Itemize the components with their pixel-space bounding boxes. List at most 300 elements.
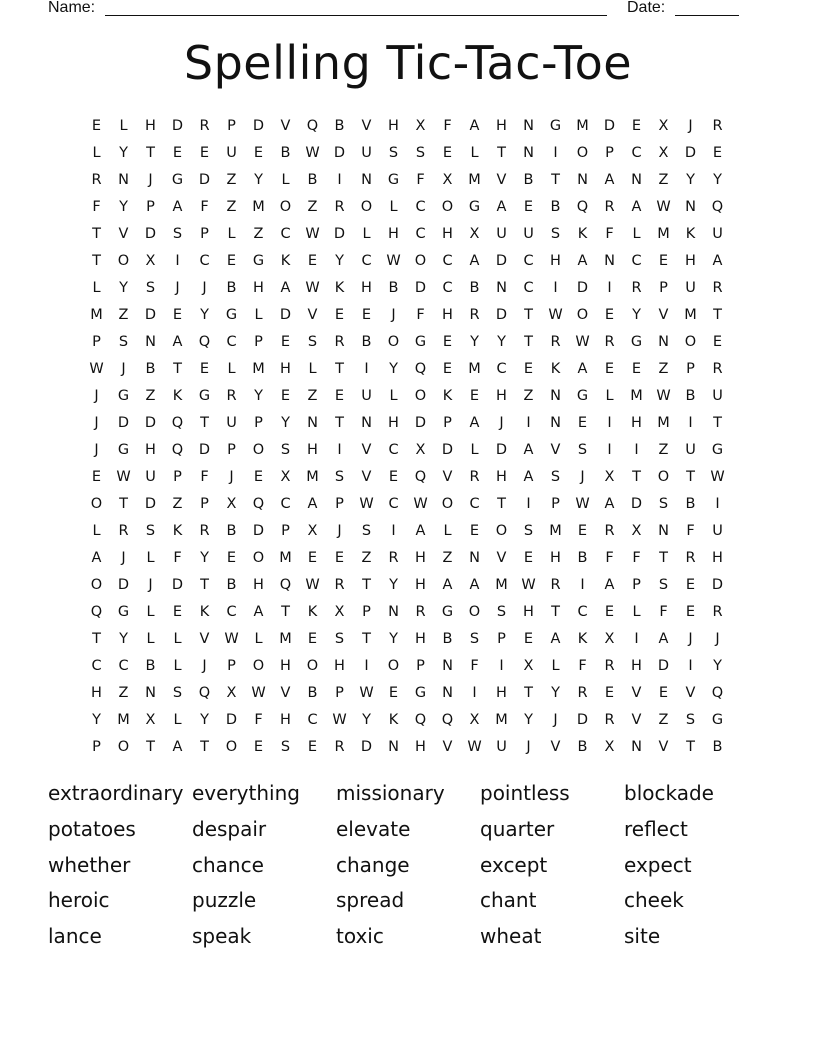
grid-letter: H	[280, 711, 291, 728]
grid-letter: P	[146, 198, 155, 215]
grid-letter: R	[199, 117, 210, 134]
grid-letter: E	[253, 468, 264, 485]
grid-letter: A	[604, 576, 615, 593]
grid-letter: N	[658, 333, 669, 350]
grid-letter: T	[281, 603, 290, 620]
grid-letter: P	[335, 684, 344, 701]
grid-letter: N	[442, 657, 453, 674]
grid-letter: P	[200, 225, 209, 242]
grid-letter: P	[227, 117, 236, 134]
grid-letter: L	[119, 117, 128, 134]
grid-letter: E	[442, 360, 453, 377]
grid-letter: T	[497, 144, 506, 161]
grid-letter: E	[334, 306, 345, 323]
grid-letter: D	[117, 414, 130, 431]
grid-letter: X	[469, 711, 480, 728]
grid-letter: J	[391, 306, 396, 323]
word-bank-item: chance	[192, 852, 264, 877]
grid-letter: P	[443, 414, 452, 431]
grid-letter: C	[280, 225, 291, 242]
grid-letter: R	[712, 603, 723, 620]
grid-letter: I	[337, 441, 342, 458]
grid-letter: Y	[200, 711, 209, 728]
grid-letter: M	[468, 360, 481, 377]
grid-letter: E	[280, 333, 291, 350]
grid-letter: P	[227, 441, 236, 458]
grid-letter: S	[307, 333, 318, 350]
grid-letter: U	[685, 279, 696, 296]
grid-letter: P	[362, 603, 371, 620]
grid-letter: H	[91, 684, 102, 701]
grid-letter: S	[388, 144, 399, 161]
grid-letter: G	[198, 387, 211, 404]
grid-letter: R	[604, 711, 615, 728]
grid-letter: P	[92, 738, 101, 755]
grid-letter: H	[145, 441, 156, 458]
grid-letter: P	[281, 522, 290, 539]
grid-letter: D	[711, 576, 724, 593]
grid-letter: P	[551, 495, 560, 512]
grid-letter: J	[499, 414, 504, 431]
grid-letter: R	[577, 684, 588, 701]
grid-letter: I	[634, 441, 639, 458]
word-bank-item: everything	[192, 781, 300, 805]
grid-letter: Y	[119, 198, 128, 215]
grid-letter: E	[604, 306, 615, 323]
grid-letter: E	[577, 522, 588, 539]
grid-letter: L	[173, 630, 182, 647]
grid-letter: S	[415, 144, 426, 161]
grid-letter: F	[659, 603, 668, 620]
grid-letter: J	[337, 522, 342, 539]
grid-letter: X	[226, 495, 237, 512]
grid-letter: D	[495, 252, 508, 269]
grid-letter: S	[334, 468, 345, 485]
grid-letter: V	[631, 711, 642, 728]
grid-letter: G	[225, 306, 238, 323]
grid-letter: I	[553, 144, 558, 161]
grid-letter: O	[576, 144, 589, 161]
page-title: Spelling Tic-Tac-Toe	[183, 36, 633, 90]
grid-letter: L	[92, 144, 101, 161]
grid-letter: D	[117, 576, 130, 593]
grid-letter: Y	[92, 711, 101, 728]
grid-letter: P	[92, 333, 101, 350]
grid-letter: K	[280, 252, 291, 269]
grid-letter: B	[685, 387, 696, 404]
grid-letter: V	[307, 306, 318, 323]
grid-letter: Y	[470, 333, 479, 350]
grid-letter: E	[172, 306, 183, 323]
grid-letter: W	[575, 333, 590, 350]
grid-letter: E	[523, 630, 534, 647]
grid-letter: X	[415, 441, 426, 458]
grid-letter: V	[199, 630, 210, 647]
grid-letter: U	[496, 225, 507, 242]
grid-letter: V	[280, 117, 291, 134]
grid-letter: L	[173, 711, 182, 728]
grid-letter: E	[307, 549, 318, 566]
grid-letter: U	[712, 387, 723, 404]
grid-letter: V	[442, 738, 453, 755]
grid-letter: O	[90, 495, 103, 512]
grid-letter: A	[523, 441, 534, 458]
grid-letter: U	[361, 144, 372, 161]
grid-letter: L	[632, 603, 641, 620]
grid-letter: N	[361, 414, 372, 431]
grid-letter: V	[550, 738, 561, 755]
grid-letter: D	[252, 522, 265, 539]
grid-letter: A	[496, 198, 507, 215]
grid-letter: L	[146, 603, 155, 620]
grid-letter: E	[172, 603, 183, 620]
grid-letter: E	[577, 414, 588, 431]
grid-letter: K	[334, 279, 345, 296]
grid-letter: U	[226, 414, 237, 431]
grid-letter: R	[604, 333, 615, 350]
grid-letter: A	[577, 252, 588, 269]
grid-letter: Z	[118, 306, 129, 323]
grid-letter: W	[548, 306, 563, 323]
grid-letter: W	[467, 738, 482, 755]
grid-letter: C	[388, 441, 399, 458]
grid-letter: R	[604, 522, 615, 539]
grid-letter: K	[199, 603, 210, 620]
grid-letter: K	[577, 225, 588, 242]
grid-letter: J	[553, 711, 558, 728]
grid-letter: X	[226, 684, 237, 701]
word-bank-item: pointless	[480, 781, 570, 805]
grid-letter: H	[280, 657, 291, 674]
grid-letter: Z	[361, 549, 372, 566]
grid-letter: T	[497, 495, 506, 512]
grid-letter: T	[524, 306, 533, 323]
grid-letter: Q	[171, 441, 184, 458]
grid-letter: B	[442, 630, 453, 647]
grid-letter: P	[632, 576, 641, 593]
grid-letter: E	[685, 576, 696, 593]
grid-letter: E	[199, 360, 210, 377]
grid-letter: E	[307, 630, 318, 647]
grid-letter: I	[337, 171, 342, 188]
grid-letter: G	[630, 333, 643, 350]
grid-letter: J	[148, 171, 153, 188]
grid-letter: P	[227, 657, 236, 674]
grid-letter: G	[441, 603, 454, 620]
grid-letter: H	[307, 441, 318, 458]
grid-letter: C	[415, 198, 426, 215]
grid-letter: T	[173, 360, 182, 377]
grid-letter: X	[658, 144, 669, 161]
grid-letter: L	[308, 360, 317, 377]
grid-letter: L	[551, 657, 560, 674]
grid-letter: E	[658, 252, 669, 269]
grid-letter: H	[523, 603, 534, 620]
grid-letter: D	[333, 225, 346, 242]
grid-letter: G	[171, 171, 184, 188]
grid-letter: N	[550, 387, 561, 404]
grid-letter: R	[415, 603, 426, 620]
grid-letter: A	[172, 198, 183, 215]
grid-letter: S	[280, 738, 291, 755]
grid-letter: K	[172, 522, 183, 539]
grid-letter: T	[551, 171, 560, 188]
grid-letter: W	[305, 225, 320, 242]
grid-letter: R	[550, 333, 561, 350]
grid-letter: N	[685, 198, 696, 215]
grid-letter: T	[713, 414, 722, 431]
grid-letter: F	[578, 657, 587, 674]
grid-letter: B	[550, 198, 561, 215]
grid-letter: D	[576, 711, 589, 728]
grid-letter: M	[576, 117, 589, 134]
grid-letter: L	[146, 549, 155, 566]
grid-letter: L	[362, 225, 371, 242]
grid-letter: Y	[254, 171, 263, 188]
grid-letter: I	[472, 684, 477, 701]
grid-letter: O	[279, 198, 292, 215]
grid-letter: A	[442, 576, 453, 593]
grid-letter: D	[171, 117, 184, 134]
grid-letter: R	[334, 198, 345, 215]
grid-letter: Q	[576, 198, 589, 215]
grid-letter: E	[469, 387, 480, 404]
grid-letter: Y	[713, 657, 722, 674]
grid-letter: W	[521, 576, 536, 593]
grid-letter: R	[334, 333, 345, 350]
grid-letter: P	[335, 495, 344, 512]
grid-letter: B	[226, 279, 237, 296]
grid-letter: L	[281, 171, 290, 188]
grid-letter: H	[496, 117, 507, 134]
grid-letter: F	[605, 549, 614, 566]
grid-letter: K	[685, 225, 696, 242]
grid-letter: U	[145, 468, 156, 485]
grid-letter: Q	[441, 711, 454, 728]
grid-letter: Z	[523, 387, 534, 404]
grid-letter: S	[658, 576, 669, 593]
grid-letter: R	[118, 522, 129, 539]
grid-letter: M	[657, 225, 670, 242]
grid-letter: X	[145, 711, 156, 728]
grid-letter: A	[712, 252, 723, 269]
grid-letter: B	[226, 576, 237, 593]
grid-letter: Z	[145, 387, 156, 404]
grid-letter: T	[686, 738, 695, 755]
grid-letter: U	[226, 144, 237, 161]
grid-letter: E	[253, 738, 264, 755]
grid-letter: O	[387, 657, 400, 674]
grid-letter: E	[280, 387, 291, 404]
grid-letter: K	[442, 387, 453, 404]
grid-letter: W	[359, 495, 374, 512]
word-bank-item: except	[480, 852, 548, 877]
grid-letter: I	[364, 360, 369, 377]
grid-letter: H	[685, 252, 696, 269]
grid-letter: L	[605, 387, 614, 404]
grid-letter: C	[442, 252, 453, 269]
grid-letter: Z	[118, 684, 129, 701]
grid-letter: B	[226, 522, 237, 539]
grid-letter: N	[523, 144, 534, 161]
grid-letter: J	[94, 441, 99, 458]
word-bank-item: spread	[336, 888, 405, 913]
grid-letter: X	[631, 522, 642, 539]
grid-letter: I	[175, 252, 180, 269]
grid-letter: E	[442, 333, 453, 350]
grid-letter: N	[361, 171, 372, 188]
grid-letter: V	[280, 684, 291, 701]
grid-letter: T	[632, 468, 641, 485]
grid-letter: D	[252, 117, 265, 134]
grid-letter: A	[307, 495, 318, 512]
word-bank-item: whether	[48, 852, 131, 877]
grid-letter: O	[252, 657, 265, 674]
grid-letter: T	[524, 684, 533, 701]
grid-letter: N	[577, 171, 588, 188]
grid-letter: V	[496, 171, 507, 188]
grid-letter: S	[118, 333, 129, 350]
grid-letter: T	[335, 414, 344, 431]
grid-letter: J	[121, 360, 126, 377]
grid-letter: F	[686, 522, 695, 539]
grid-letter: T	[146, 738, 155, 755]
grid-letter: D	[171, 576, 184, 593]
grid-letter: R	[388, 549, 399, 566]
grid-letter: H	[712, 549, 723, 566]
grid-letter: Z	[226, 198, 237, 215]
word-bank-item: reflect	[624, 816, 688, 841]
grid-letter: D	[657, 657, 670, 674]
grid-letter: H	[442, 225, 453, 242]
grid-letter: D	[441, 441, 454, 458]
grid-letter: G	[414, 333, 427, 350]
word-bank-item: cheek	[624, 888, 684, 913]
grid-letter: Q	[171, 414, 184, 431]
grid-letter: R	[334, 576, 345, 593]
grid-letter: W	[359, 684, 374, 701]
grid-letter: O	[684, 333, 697, 350]
date-label: Date:	[627, 0, 666, 16]
grid-letter: A	[280, 279, 291, 296]
worksheet-header	[48, 0, 748, 19]
grid-letter: S	[145, 522, 156, 539]
grid-letter: B	[307, 171, 318, 188]
grid-letter: S	[334, 630, 345, 647]
grid-letter: H	[145, 117, 156, 134]
grid-letter: L	[389, 198, 398, 215]
grid-letter: T	[362, 630, 371, 647]
grid-letter: R	[631, 279, 642, 296]
word-bank-item: despair	[192, 816, 267, 841]
grid-letter: U	[712, 522, 723, 539]
grid-letter: I	[688, 414, 693, 431]
grid-letter: X	[280, 468, 291, 485]
grid-letter: X	[604, 738, 615, 755]
grid-letter: C	[307, 711, 318, 728]
grid-letter: W	[656, 387, 671, 404]
grid-letter: L	[470, 144, 479, 161]
grid-letter: W	[332, 711, 347, 728]
grid-letter: O	[441, 495, 454, 512]
grid-letter: S	[685, 711, 696, 728]
grid-letter: E	[712, 333, 723, 350]
grid-letter: S	[658, 495, 669, 512]
grid-letter: X	[145, 252, 156, 269]
grid-letter: C	[199, 252, 210, 269]
grid-letter: S	[145, 279, 156, 296]
grid-letter: I	[499, 657, 504, 674]
grid-letter: R	[604, 657, 615, 674]
grid-letter: H	[415, 549, 426, 566]
grid-letter: W	[575, 495, 590, 512]
grid-letter: Q	[414, 360, 427, 377]
grid-letter: X	[442, 171, 453, 188]
grid-letter: F	[416, 306, 425, 323]
grid-letter: E	[91, 468, 102, 485]
grid-letter: H	[496, 387, 507, 404]
grid-letter: O	[252, 549, 265, 566]
grid-letter: R	[469, 468, 480, 485]
grid-letter: F	[200, 198, 209, 215]
grid-letter: V	[658, 306, 669, 323]
grid-letter: I	[553, 279, 558, 296]
grid-letter: R	[712, 279, 723, 296]
grid-letter: A	[172, 333, 183, 350]
grid-letter: P	[254, 333, 263, 350]
grid-letter: N	[658, 522, 669, 539]
grid-letter: D	[198, 171, 211, 188]
grid-letter: E	[712, 144, 723, 161]
grid-letter: D	[495, 441, 508, 458]
grid-letter: M	[630, 387, 643, 404]
grid-letter: R	[91, 171, 102, 188]
grid-letter: Q	[198, 684, 211, 701]
grid-letter: B	[469, 279, 480, 296]
grid-letter: G	[117, 387, 130, 404]
grid-letter: R	[604, 198, 615, 215]
grid-letter: W	[386, 252, 401, 269]
word-bank-item: chant	[480, 888, 537, 913]
grid-letter: V	[361, 117, 372, 134]
grid-letter: B	[523, 171, 534, 188]
grid-letter: H	[415, 576, 426, 593]
grid-letter: G	[117, 441, 130, 458]
grid-letter: A	[469, 414, 480, 431]
grid-letter: A	[604, 495, 615, 512]
grid-letter: S	[550, 468, 561, 485]
grid-letter: I	[526, 414, 531, 431]
grid-letter: A	[631, 198, 642, 215]
grid-letter: P	[173, 468, 182, 485]
word-bank-item: extraordinary	[48, 781, 184, 805]
grid-letter: A	[550, 630, 561, 647]
grid-letter: E	[523, 360, 534, 377]
grid-letter: W	[413, 495, 428, 512]
grid-letter: X	[415, 117, 426, 134]
grid-letter: B	[577, 738, 588, 755]
grid-letter: L	[254, 306, 263, 323]
word-bank	[48, 776, 768, 955]
grid-letter: Y	[119, 144, 128, 161]
grid-letter: K	[172, 387, 183, 404]
grid-letter: N	[631, 738, 642, 755]
grid-letter: I	[580, 576, 585, 593]
grid-letter: T	[146, 144, 155, 161]
grid-letter: T	[200, 576, 209, 593]
grid-letter: T	[659, 549, 668, 566]
grid-letter: C	[388, 495, 399, 512]
